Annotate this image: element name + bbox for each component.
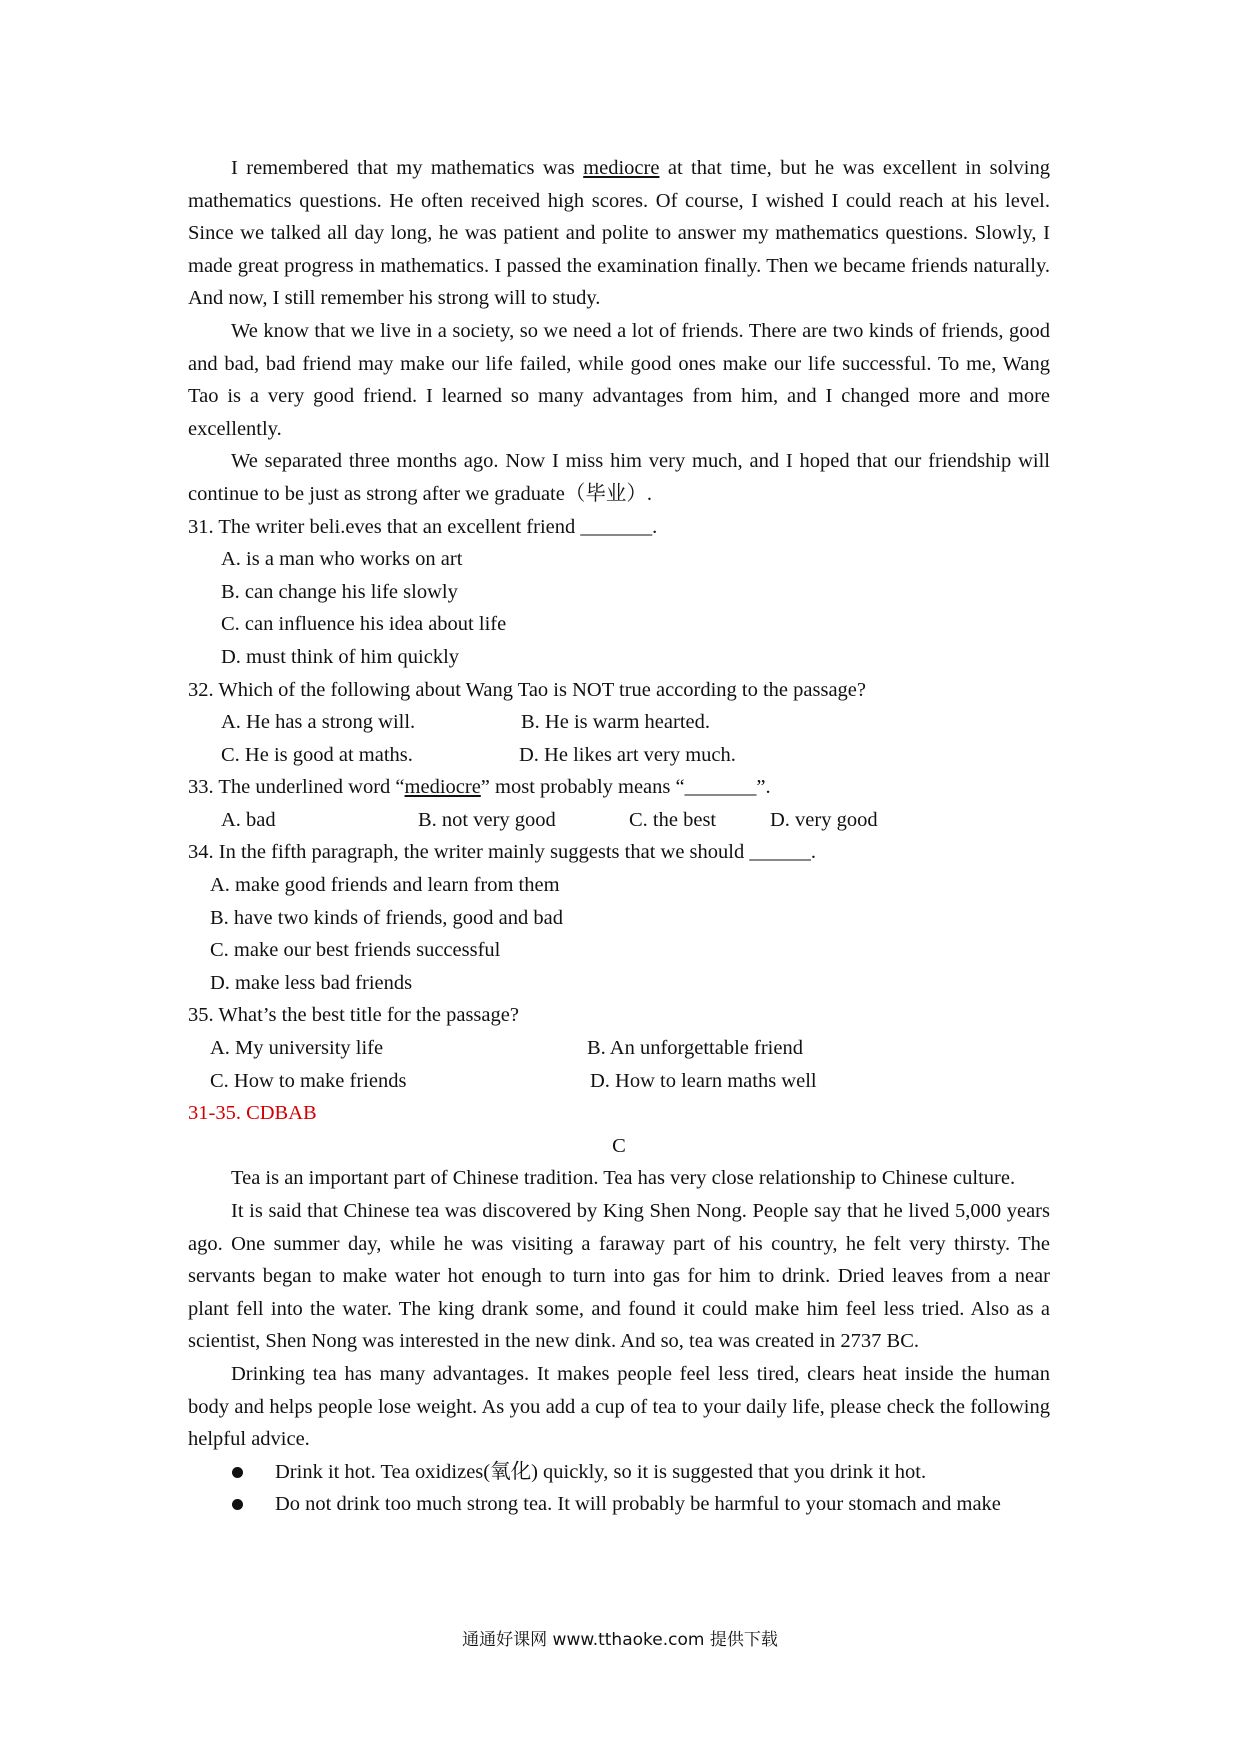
question-32-option-a: A. He has a strong will. [221,711,416,734]
passage-b-paragraph-2: We know that we live in a society, so we need a lot of friends. There are two kinds of friends, good and bad, bad friend may make our life failed, while good ones make our life successful. To me, Wang Tao is a very good friend. I learned so many advantages from him, and I changed more and more excellently. [188,319,1050,440]
question-33-option-b: B. not very good [418,808,556,831]
question-34-option-d: D. make less bad friends [210,971,413,994]
question-33-option-a: A. bad [221,808,276,831]
passage-b-paragraph-3: We separated three months ago. Now I miss him very much, and I hoped that our friendship will continue to be just as strong after we graduate（毕业）. [188,450,1050,505]
section-c-paragraph-1: Tea is an important part of Chinese tradition. Tea has very close relationship to Chinese culture. [231,1167,1016,1190]
question-32-options-row-1 [188,706,1050,739]
question-32-stem: 32. Which of the following about Wang Tao is NOT true according to the passage? [188,678,867,701]
passage-b-paragraph-1: I remembered that my mathematics was mediocre at that time, but he was excellent in solving mathematics questions. He often received high scores. Of course, I wished I could reach at his level. Since we talked all day long, he was patient and polite to answer my mathematics questions. Slowly, I made great progress in mathematics. I passed the examination finally. Then we became friends naturally. And now, I still remember his strong will to study. [188,157,1050,310]
question-31-option-a: A. is a man who works on art [221,548,463,571]
question-33-stem: 33. The underlined word “mediocre” most probably means “_______”. [188,776,771,799]
bullet-dot-icon [188,1456,275,1489]
question-34-option-b: B. have two kinds of friends, good and bad [210,906,563,929]
bullet-dot-icon [188,1488,275,1521]
question-32-options-row-2 [188,739,1050,772]
underlined-word: mediocre [583,157,660,179]
question-32-option-c: C. He is good at maths. [221,743,413,766]
question-33-options [188,804,1050,837]
question-31-option-d: D. must think of him quickly [221,645,460,668]
question-35-option-a: A. My university life [210,1037,384,1060]
question-33-option-d: D. very good [770,808,878,831]
question-35-options-row-1 [188,1032,1050,1065]
question-33-option-c: C. the best [629,808,717,831]
document-page [188,152,1050,1521]
question-31-option-b: B. can change his life slowly [221,580,458,603]
underlined-word: mediocre [404,776,481,799]
question-35-options-row-2 [188,1065,1050,1098]
question-31-option-c: C. can influence his idea about life [221,613,507,636]
question-34-stem: 34. In the fifth paragraph, the writer mainly suggests that we should ______. [188,841,816,864]
question-35-option-c: C. How to make friends [210,1069,407,1092]
question-35-option-b: B. An unforgettable friend [587,1037,803,1060]
section-c-heading: C [612,1134,626,1157]
bullet-item-1: Drink it hot. Tea oxidizes(氧化) quickly, so it is suggested that you drink it hot. [188,1456,1050,1489]
answer-key: 31-35. CDBAB [188,1102,317,1125]
question-34-option-c: C. make our best friends successful [210,939,501,962]
question-32-option-b: B. He is warm hearted. [521,711,710,734]
question-32-option-d: D. He likes art very much. [519,743,736,766]
section-c-paragraph-2: It is said that Chinese tea was discovered by King Shen Nong. People say that he lived 5,000 years ago. One summer day, while he was visiting a faraway part of his country, he felt very thirsty. The servants began to make water hot enough to turn into gas for him to drink. Dried leaves from a near plant fell into the water. The king drank some, and found it could make him feel less tried. Also as a scientist, Shen Nong was interested in the new dink. And so, tea was created in 2737 BC. [188,1200,1050,1353]
question-35-option-d: D. How to learn maths well [590,1069,817,1092]
bullet-item-2: Do not drink too much strong tea. It will probably be harmful to your stomach and make [188,1488,1050,1521]
question-34-option-a: A. make good friends and learn from them [210,874,560,897]
question-31-stem: 31. The writer beli.eves that an excellent friend _______. [188,515,658,538]
question-35-stem: 35. What’s the best title for the passage? [188,1004,519,1027]
page-footer: 通通好课网 www.tthaoke.com 提供下载 [462,1630,778,1650]
section-c-paragraph-3: Drinking tea has many advantages. It makes people feel less tired, clears heat inside the human body and helps people lose weight. As you add a cup of tea to your daily life, please check the following helpful advice. [188,1362,1050,1451]
